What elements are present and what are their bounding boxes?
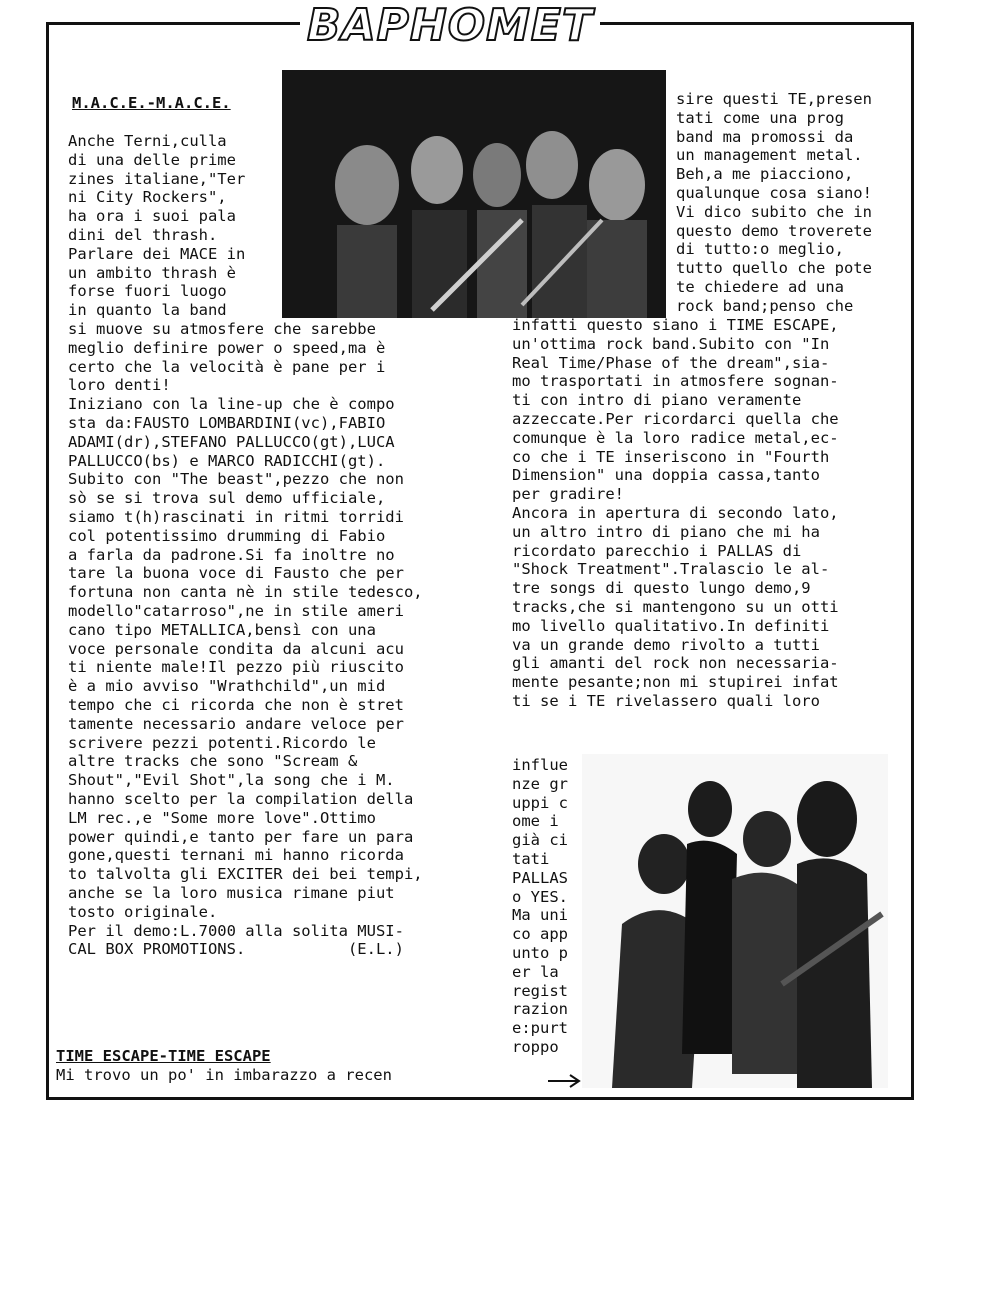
masthead-title: BAPHOMET — [307, 0, 593, 51]
review2-line: razion — [512, 1000, 568, 1019]
review2-line: per gradire! — [512, 485, 624, 504]
review1-line: Anche Terni,culla — [68, 132, 227, 150]
review2-line: influe — [512, 756, 568, 774]
review2-line: te chiedere ad una — [676, 277, 844, 296]
review1-line: Parlare dei MACE in — [68, 244, 246, 263]
review2-top-column — [676, 90, 872, 316]
review2-line: Ancora in apertura di secondo lato, — [512, 503, 839, 522]
review2-line: un management metal. — [676, 146, 863, 165]
review2-line: azzeccate.Per ricordarci quella che — [512, 409, 839, 428]
review2-line: band ma promossi da — [676, 127, 854, 146]
review2-line: un'ottima rock band.Subito con "In — [512, 334, 830, 353]
review1-line: a farla da padrone.Si fa inoltre no — [68, 545, 395, 564]
review2-line: o YES. — [512, 887, 568, 906]
review1-line: di una delle prime — [68, 150, 236, 169]
review1-line: è a mio avviso "Wrathchild",un mid — [68, 677, 386, 696]
review2-line: comunque è la loro radice metal,ec- — [512, 428, 839, 447]
review1-line: Iniziano con la line-up che è compo — [68, 395, 395, 414]
review2-line: va un grande demo rivolto a tutti — [512, 635, 820, 654]
review1-line: Shout","Evil Shot",la song che i M. — [68, 771, 395, 790]
review1-line: col potentissimo drumming di Fabio — [68, 526, 386, 545]
review2-line: ricordato parecchio i PALLAS di — [512, 541, 802, 560]
review1-line: ADAMI(dr),STEFANO PALLUCCO(gt),LUCA — [68, 432, 395, 451]
review1-line: Subito con "The beast",pezzo che non — [68, 470, 404, 489]
review1-line: tempo che ci ricorda che non è stret — [68, 695, 404, 714]
review2-line: questo demo troverete — [676, 221, 872, 240]
review2-line: Real Time/Phase of the dream",sia- — [512, 353, 830, 372]
review1-line: tare la buona voce di Fausto che per — [68, 564, 404, 583]
review1-line: fortuna non canta nè in stile tedesco, — [68, 583, 423, 602]
review2-line: ome i — [512, 812, 559, 831]
review1-line: forse fuori luogo — [68, 282, 227, 301]
review1-line: anche se la loro musica rimane piut — [68, 883, 395, 902]
review2-heading: TIME ESCAPE-TIME ESCAPE — [56, 1047, 271, 1065]
review1-line: hanno scelto per la compilation della — [68, 789, 414, 808]
review1-body — [68, 320, 423, 959]
review1-line: dini del thrash. — [68, 225, 218, 244]
review2-line: nze gr — [512, 774, 568, 793]
review1-line: ti niente male!Il pezzo più riuscito — [68, 658, 404, 677]
review1-line: in quanto la band — [68, 301, 227, 320]
review1-line: un ambito thrash è — [68, 263, 236, 282]
review2-narrow-column — [512, 756, 568, 1057]
mace-band-photo — [282, 70, 666, 318]
review1-line: si muove su atmosfere che sarebbe — [68, 320, 376, 338]
review1-line: tosto originale. — [68, 902, 218, 921]
review1-line: altre tracks che sono "Scream & — [68, 752, 358, 771]
review1-line: cano tipo METALLICA,bensì con una — [68, 620, 376, 639]
review1-line: CAL BOX PROMOTIONS. (E.L.) — [68, 940, 404, 959]
masthead-rule-left — [46, 22, 306, 25]
masthead-rule-right — [594, 22, 914, 25]
review2-line: regist — [512, 981, 568, 1000]
review2-line: qualunque cosa siano! — [676, 183, 872, 202]
review2-line: tati come una prog — [676, 108, 844, 127]
review1-intro — [68, 132, 245, 320]
review2-start-line: Mi trovo un po' in imbarazzo a recen — [56, 1066, 392, 1084]
review1-line: siamo t(h)rascinati in ritmi torridi — [68, 507, 404, 526]
review1-line: tamente necessario andare veloce per — [68, 714, 404, 733]
review2-line: tati — [512, 849, 550, 868]
review2-line: roppo — [512, 1037, 559, 1056]
review1-line: meglio definire power o speed,ma è — [68, 338, 386, 357]
review1-line: ni City Rockers", — [68, 188, 227, 207]
review2-line: tracks,che si mantengono su un otti — [512, 597, 839, 616]
review2-line: co che i TE inseriscono in "Fourth — [512, 447, 830, 466]
review1-line: loro denti! — [68, 376, 171, 395]
review1-line: scrivere pezzi potenti.Ricordo le — [68, 733, 376, 752]
review1-line: to talvolta gli EXCITER dei bei tempi, — [68, 865, 423, 884]
review1-line: PALLUCCO(bs) e MARCO RADICCHI(gt). — [68, 451, 386, 470]
review2-line: PALLAS — [512, 868, 568, 887]
review1-line: modello"catarroso",ne in stile ameri — [68, 601, 404, 620]
review1-line: ha ora i suoi pala — [68, 207, 236, 226]
review2-line: co app — [512, 925, 568, 944]
review2-line: Dimension" una doppia cassa,tanto — [512, 466, 820, 485]
review1-line: Per il demo:L.7000 alla solita MUSI- — [68, 921, 404, 940]
review1-line: sta da:FAUSTO LOMBARDINI(vc),FABIO — [68, 413, 386, 432]
review2-line: di tutto:o meglio, — [676, 240, 844, 259]
review2-line: Vi dico subito che in — [676, 202, 872, 221]
review2-line: e:purt — [512, 1019, 568, 1038]
review2-line: gli amanti del rock non necessaria- — [512, 654, 839, 673]
review2-line: unto p — [512, 943, 568, 962]
review2-line: mo livello qualitativo.In definiti — [512, 616, 830, 635]
review2-line: mente pesante;non mi stupirei infat — [512, 673, 839, 692]
review2-line: ti con intro di piano veramente — [512, 391, 802, 410]
review1-line: sò se si trova sul demo ufficiale, — [68, 489, 386, 508]
review2-line: "Shock Treatment".Tralascio le al- — [512, 560, 830, 579]
time-escape-band-photo — [582, 754, 888, 1088]
review2-line: ti se i TE rivelassero quali loro — [512, 691, 820, 710]
review1-line: power quindi,e tanto per fare un para — [68, 827, 414, 846]
review2-line: Beh,a me piacciono, — [676, 165, 854, 184]
review2-line: rock band;penso che — [676, 296, 854, 315]
review2-line: infatti questo siano i TIME ESCAPE, — [512, 316, 839, 334]
review2-line: sire questi TE,presen — [676, 90, 872, 108]
continue-arrow-icon — [548, 1072, 582, 1090]
review1-line: zines italiane,"Ter — [68, 169, 246, 188]
review1-line: gone,questi ternani mi hanno ricorda — [68, 846, 404, 865]
review1-line: certo che la velocità è pane per i — [68, 357, 386, 376]
review2-mid-column — [512, 316, 839, 711]
review1-heading: M.A.C.E.-M.A.C.E. — [72, 94, 231, 112]
review1-line: LM rec.,e "Some more love".Ottimo — [68, 808, 376, 827]
review2-line: tutto quello che pote — [676, 259, 872, 278]
review2-line: Ma uni — [512, 906, 568, 925]
review2-line: tre songs di questo lungo demo,9 — [512, 579, 811, 598]
review2-line: già ci — [512, 831, 568, 850]
review1-line: voce personale condita da alcuni acu — [68, 639, 404, 658]
review2-line: mo trasportati in atmosfere sognan- — [512, 372, 839, 391]
review2-line: un altro intro di piano che mi ha — [512, 522, 820, 541]
masthead — [300, 2, 600, 50]
review2-line: uppi c — [512, 793, 568, 812]
review2-line: er la — [512, 962, 559, 981]
